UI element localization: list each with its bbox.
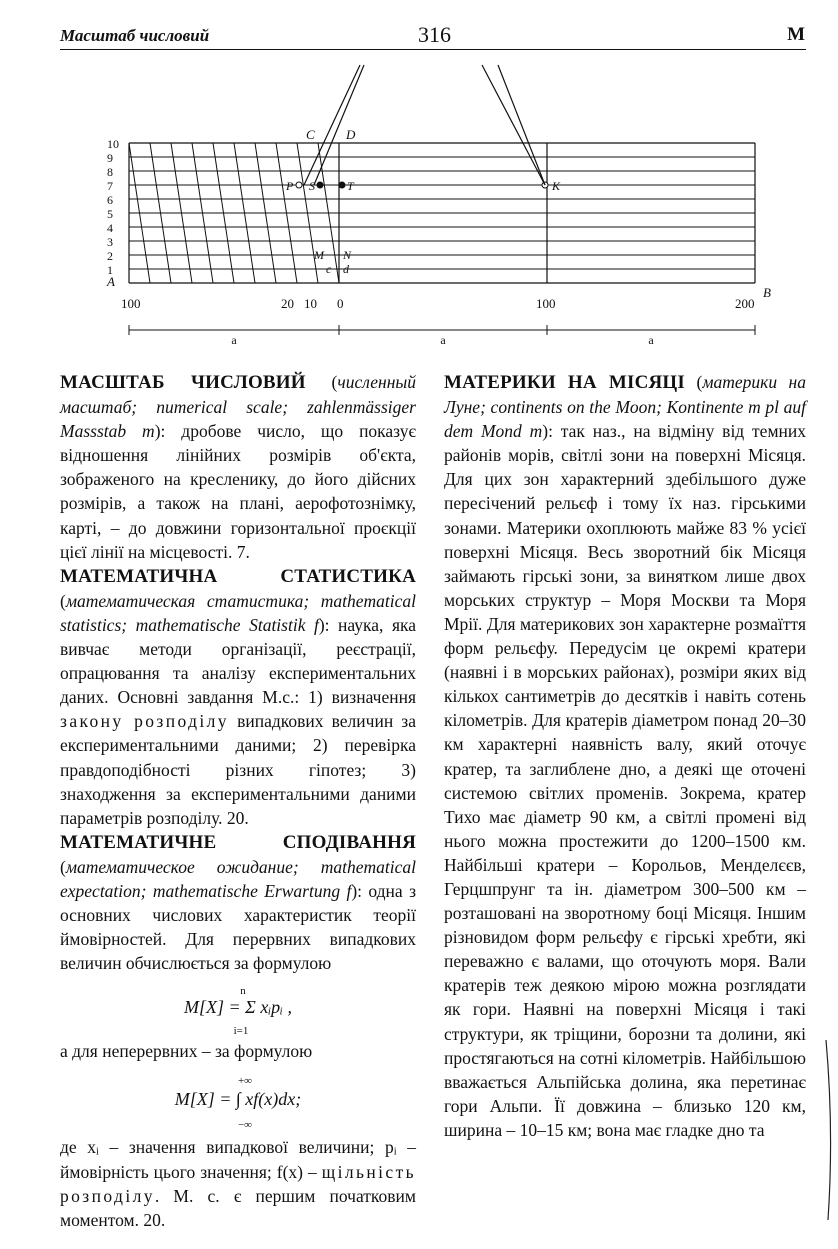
point-p-marker [296,182,302,188]
x-axis-label: 200 [735,296,755,311]
formula-upper-limit: +∞ [237,1075,253,1088]
entry-matematychna-statystyka [60,564,416,830]
entry-matematychne-spodivannia [60,830,416,976]
segment-label-a: a [231,333,237,347]
formula-expression: M[X] = Σ xᵢpᵢ , [183,997,293,1018]
caliper-right-edge [482,65,545,185]
point-label-t: T [347,179,354,193]
running-header [60,18,805,48]
entry-masshtab-chyslovyi [60,370,416,564]
entry-body: ): так наз., на відміну від темних районів морів, світлі зони на поверхні Місяця. Для цих зон характерний здебільшого дуже пересічений рельєф і тому їх наз. гірськими зонами. Материки охоплюють майже 83 % усієї поверхні Місяця. Весь зворотний бік Місяця займають гірські зони, за винятком лише двох морських структур – Моря Москви та Моря Мрії. Для материкових зон характерне розмаїття форм рельєфу. Передусім це окремі кратери (наявні і в морських районах), розміри яких від кількох сантиметрів до десятків і навіть сотень кілометрів. Для кратерів діаметром понад 20–30 км характерні наявність валу, який оточує кратер, та заглиблене дно, а деякі ще оточені системою світлих променів. Зокрема, кратер Тихо має діаметр 90 км, а світлі промені від нього можна простежити до 1200–1500 км. Найбільші кратери – Корольов, Менделєєв, Герцшпрунг та ін. діаметром 300–500 км – розташовані на зворотному боці Місяця. Іншим різновидом форм рельєфу є гірські хребти, які переважно є валами, що оточують моря. Вали кратерів теж деякою мірою можна розглядати як гори. Наявні на поверхні Місяця і такі структури, як тріщини, борозни та долини, які простягаються на сотні кілометрів. Найбільшою вважається Альпійська долина, яка перетинає гори Альпи. Її довжина – близько 120 км, ширина – 10–15 км; вона має гладке дно та [444,421,807,1140]
x-axis-label: 10 [304,296,317,311]
formula-lower-limit: i=1 [233,1025,249,1038]
point-label-small-d: d [343,262,349,276]
point-label-d: D [346,127,356,142]
segment-label-a: a [648,333,654,347]
entry-body: ): наука, яка вивчає методи організації, реєстрації, опрацювання та аналізу експериментальних даних. Основні завдання М.с.: 1) визначення [60,614,417,708]
right-column [444,370,806,1142]
formula-discrete [60,975,416,1039]
y-axis-label: 9 [107,151,113,165]
paren: ( [60,856,66,877]
y-axis-label: 6 [107,193,113,207]
y-axis-label: 8 [107,165,113,179]
scale-grid [129,65,755,335]
y-axis-label: 3 [107,235,113,249]
y-axis-label: 2 [107,249,113,263]
entry-synonyms: математическое ожидание; mathematical expectation; mathematische Erwartung f [60,856,416,901]
entry-synonyms: материки на Луне; continents on the Moon; Kontinente m pl auf dem Mond m [444,372,806,442]
x-axis-label: 20 [281,296,294,311]
point-label-b: B [763,285,771,300]
entry-body: ): одна з основних числових характеристик теорії ймовірностей. Для перервних випадкових величин обчислюється за формулою [60,880,416,974]
entry-body: випадкових величин за експериментальними даними; 2) перевірка правдоподібності різних гіпотез; 3) знаходження за експериментальними даними параметрів розподілу. 20. [60,711,416,828]
segment-label-a: a [440,333,446,347]
entry-materyky-na-misiatsi [444,370,806,1142]
entry-body: . М. с. є першим початковим моментом. 20. [60,1185,416,1230]
transversal-scale-figure [0,55,838,355]
header-letter: М [787,24,805,45]
entry-synonyms: численный масштаб; numerical scale; zahlenmässiger Massstab m [60,372,417,442]
entry-emphasis: закону розподілу [60,711,229,732]
entry-body-continued [60,1135,416,1231]
paren: ( [305,372,338,392]
point-label-c: C [306,127,315,142]
point-label-a: A [107,274,115,289]
entry-term: МАТЕМАТИЧНЕ СПОДІВАННЯ [60,831,416,853]
y-axis-label: 4 [107,221,113,235]
point-label-k: K [552,179,561,193]
entry-term: МАСШТАБ ЧИСЛОВИЙ [60,372,306,393]
formula-expression: M[X] = ∫ xf(x)dx; [174,1089,302,1110]
y-axis-label: 1 [107,263,113,277]
formula-upper-limit: n [240,985,246,998]
page-number: 316 [418,22,451,47]
entry-body: ): дробове число, що показує відношення лінійних розмірів об'єкта, зображеного на кресленику, до його дійсних розмірів, а також на плані, аерофотознімку, карті, – до довжини горизонтальної проєкції цієї лінії на місцевості. 7. [60,421,416,562]
paren: ( [60,590,66,611]
entry-synonyms: математическая статистика; mathematical statistics; mathematische Statistik f [60,590,416,635]
point-s-marker [317,182,323,188]
point-label-small-c: c [326,262,332,276]
entry-body-continued: а для неперервних – за формулою [60,1041,313,1062]
formula-continuous [60,1063,416,1135]
x-axis-label: 100 [121,296,141,311]
point-label-m: M [314,248,324,262]
caliper-right-edge [498,65,545,185]
y-axis-label: 7 [107,179,113,193]
formula-lower-limit: −∞ [237,1119,253,1132]
x-axis-label: 0 [337,296,344,311]
entry-term: МАТЕМАТИЧНА СТАТИСТИКА [60,565,416,587]
header-rule [60,49,806,50]
paren: ( [685,372,703,392]
point-t-marker [339,182,345,188]
x-axis-label: 100 [536,296,556,311]
entry-emphasis: щільність розподілу [60,1161,416,1206]
left-column [60,370,416,1232]
point-label-p: P [286,179,294,193]
point-label-s: S [309,179,315,193]
y-axis-label: 5 [107,207,113,221]
entry-term: МАТЕРИКИ НА МІСЯЦІ [444,372,686,393]
page-edge-mark [824,1040,836,1220]
entry-body: де xᵢ – значення випадкової величини; pᵢ – ймовірність цього значення; f(x) – [60,1137,416,1182]
y-axis-label: 10 [107,137,119,151]
header-section-title: Масштаб числовий [60,26,210,45]
caliper-left-edge [304,65,360,185]
point-label-n: N [343,248,352,262]
